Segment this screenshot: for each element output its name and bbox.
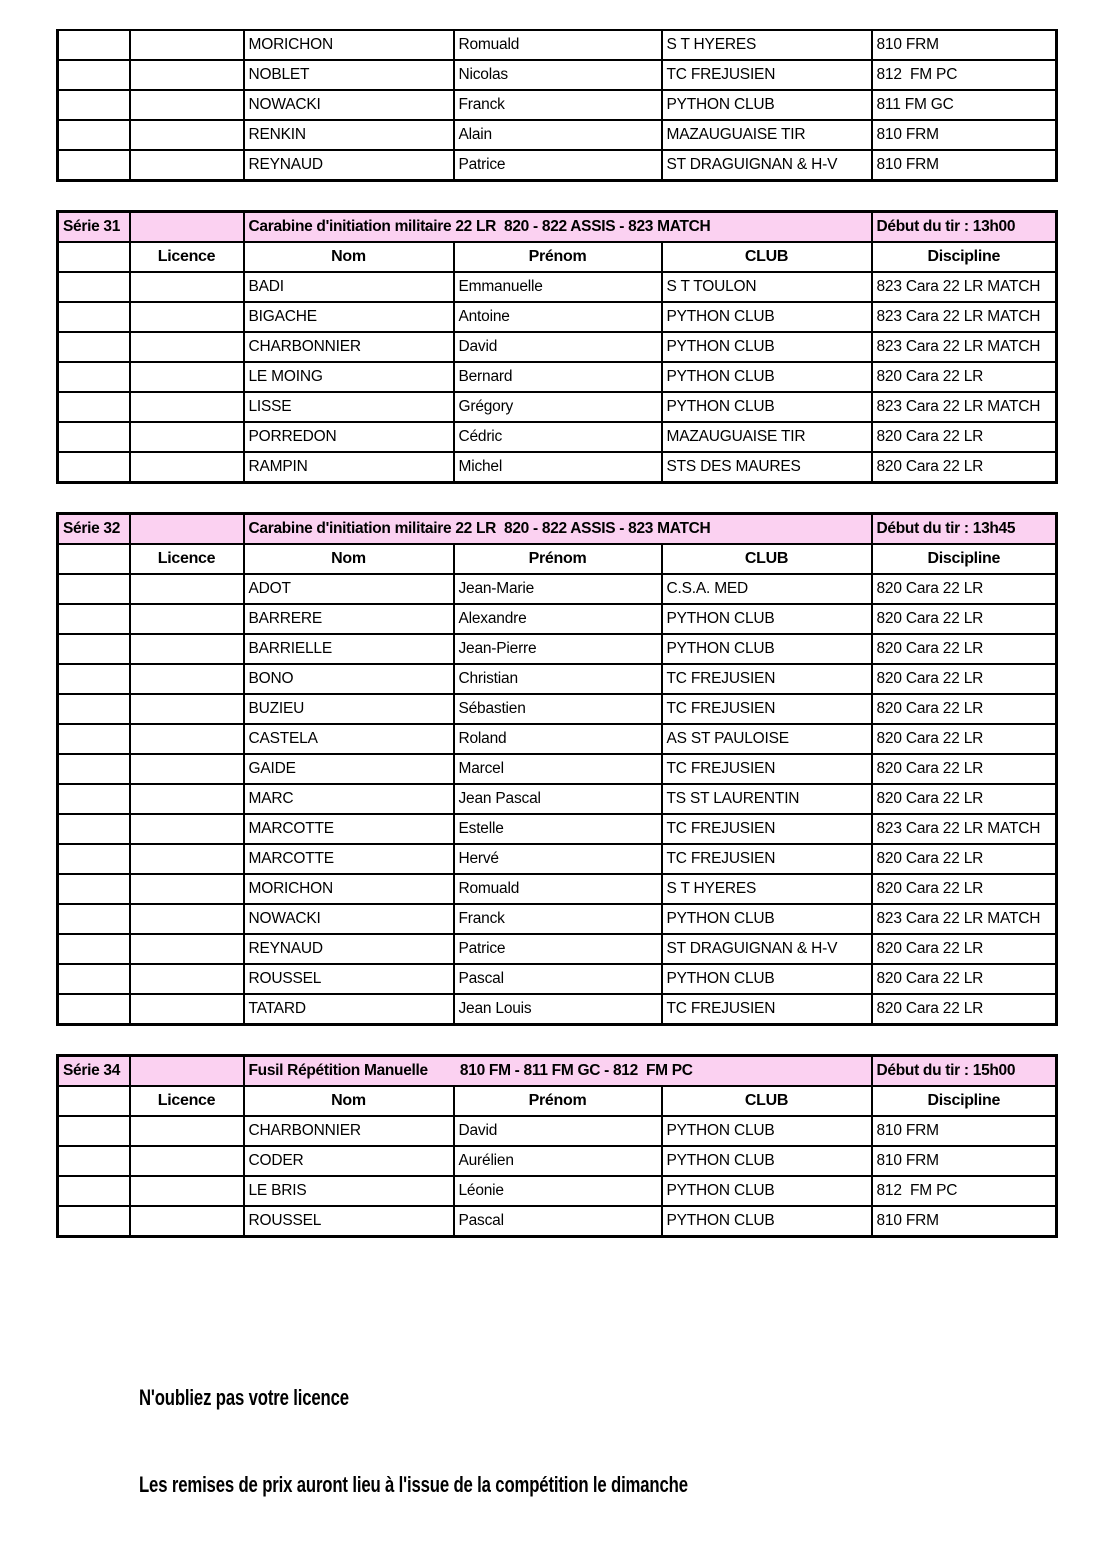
cell-licence [130,754,244,784]
cell-blank [58,1206,130,1237]
table-row [58,90,1057,120]
cell-blank [58,422,130,452]
table-row [58,634,1057,664]
cell-discipline: 820 Cara 22 LR [872,694,1057,724]
cell-licence [130,694,244,724]
cell-club: TC FREJUSIEN [662,754,872,784]
cell-licence [130,814,244,844]
table-row [58,874,1057,904]
cell-prenom: Aurélien [454,1146,662,1176]
cell-discipline: 820 Cara 22 LR [872,452,1057,483]
cell-club: TS ST LAURENTIN [662,784,872,814]
column-header-prenom: Prénom [454,544,662,574]
cell-discipline: 820 Cara 22 LR [872,784,1057,814]
cell-nom: TATARD [244,994,454,1025]
column-header-blank [58,544,130,574]
cell-nom: MARCOTTE [244,844,454,874]
table-row [58,724,1057,754]
serie-label: Série 32 [58,514,130,545]
cell-discipline: 811 FM GC [872,90,1057,120]
table-row [58,392,1057,422]
cell-nom: BIGACHE [244,302,454,332]
column-header-licence: Licence [130,544,244,574]
table-row [58,934,1057,964]
cell-licence [130,30,244,60]
cell-discipline: 820 Cara 22 LR [872,964,1057,994]
column-header-club: CLUB [662,242,872,272]
cell-prenom: Emmanuelle [454,272,662,302]
cell-discipline: 823 Cara 22 LR MATCH [872,392,1057,422]
cell-nom: RAMPIN [244,452,454,483]
cell-prenom: Antoine [454,302,662,332]
cell-prenom: Jean-Marie [454,574,662,604]
cell-nom: CHARBONNIER [244,332,454,362]
cell-club: MAZAUGUAISE TIR [662,120,872,150]
cell-nom: NOWACKI [244,904,454,934]
table-row [58,1176,1057,1206]
cell-discipline: 810 FRM [872,150,1057,181]
table-row [58,964,1057,994]
cell-licence [130,904,244,934]
cell-nom: GAIDE [244,754,454,784]
cell-licence [130,120,244,150]
cell-club: C.S.A. MED [662,574,872,604]
cell-nom: BADI [244,272,454,302]
cell-prenom: Pascal [454,964,662,994]
cell-club: PYTHON CLUB [662,90,872,120]
cell-prenom: Alain [454,120,662,150]
cell-prenom: Franck [454,904,662,934]
column-header-row [58,544,1057,574]
table-row [58,784,1057,814]
table-row [58,994,1057,1025]
cell-licence [130,1206,244,1237]
cell-discipline: 823 Cara 22 LR MATCH [872,332,1057,362]
cell-discipline: 812 FM PC [872,1176,1057,1206]
cell-club: PYTHON CLUB [662,362,872,392]
cell-blank [58,332,130,362]
column-header-nom: Nom [244,242,454,272]
cell-licence [130,874,244,904]
cell-prenom: Sébastien [454,694,662,724]
cell-blank [58,272,130,302]
cell-blank [58,302,130,332]
cell-nom: RENKIN [244,120,454,150]
cell-prenom: Estelle [454,814,662,844]
cell-club: MAZAUGUAISE TIR [662,422,872,452]
cell-nom: ROUSSEL [244,1206,454,1237]
cell-nom: CHARBONNIER [244,1116,454,1146]
table-row [58,332,1057,362]
cell-discipline: 820 Cara 22 LR [872,362,1057,392]
cell-blank [58,874,130,904]
table-row [58,30,1057,60]
cell-club: STS DES MAURES [662,452,872,483]
table-row [58,1116,1057,1146]
column-header-club: CLUB [662,1086,872,1116]
cell-nom: PORREDON [244,422,454,452]
serie-label: Série 34 [58,1056,130,1087]
cell-nom: MARC [244,784,454,814]
cell-blank [58,814,130,844]
cell-blank [58,964,130,994]
table-row [58,452,1057,483]
cell-prenom: Patrice [454,934,662,964]
column-header-prenom: Prénom [454,1086,662,1116]
column-header-prenom: Prénom [454,242,662,272]
cell-licence [130,664,244,694]
cell-prenom: Jean Louis [454,994,662,1025]
cell-prenom: Romuald [454,874,662,904]
cell-licence [130,934,244,964]
cell-blank [58,90,130,120]
cell-prenom: Romuald [454,30,662,60]
serie-title: Fusil Répétition Manuelle 810 FM - 811 FM GC - 812 FM PC [244,1056,872,1087]
table-row [58,844,1057,874]
cell-nom: MORICHON [244,874,454,904]
cell-blank [58,634,130,664]
serie-start-time: Début du tir : 13h00 [872,212,1057,243]
cell-club: S T HYERES [662,30,872,60]
serie-header-blank-cell [130,514,244,545]
cell-blank [58,150,130,181]
cell-prenom: Bernard [454,362,662,392]
table-row [58,664,1057,694]
cell-discipline: 810 FRM [872,120,1057,150]
cell-discipline: 820 Cara 22 LR [872,664,1057,694]
cell-discipline: 823 Cara 22 LR MATCH [872,302,1057,332]
cell-discipline: 810 FRM [872,1116,1057,1146]
cell-licence [130,302,244,332]
cell-prenom: David [454,1116,662,1146]
cell-club: PYTHON CLUB [662,1176,872,1206]
serie-header-blank-cell [130,212,244,243]
cell-blank [58,60,130,90]
cell-club: PYTHON CLUB [662,604,872,634]
cell-licence [130,422,244,452]
cell-blank [58,904,130,934]
table-row [58,754,1057,784]
cell-blank [58,724,130,754]
table-row [58,422,1057,452]
cell-prenom: Marcel [454,754,662,784]
cell-blank [58,574,130,604]
cell-blank [58,30,130,60]
cell-prenom: Christian [454,664,662,694]
cell-discipline: 820 Cara 22 LR [872,934,1057,964]
serie-label: Série 31 [58,212,130,243]
cell-club: S T TOULON [662,272,872,302]
cell-club: TC FREJUSIEN [662,814,872,844]
cell-blank [58,392,130,422]
cell-nom: BONO [244,664,454,694]
cell-licence [130,272,244,302]
footer-note-licence: N'oubliez pas votre licence [139,1385,349,1410]
cell-prenom: Pascal [454,1206,662,1237]
column-header-discipline: Discipline [872,544,1057,574]
serie-start-time: Début du tir : 13h45 [872,514,1057,545]
table-row [58,150,1057,181]
table-row [58,904,1057,934]
cell-blank [58,452,130,483]
cell-nom: LE BRIS [244,1176,454,1206]
cell-blank [58,1146,130,1176]
table-partial-top [56,29,1058,182]
cell-licence [130,452,244,483]
cell-discipline: 812 FM PC [872,60,1057,90]
cell-licence [130,1116,244,1146]
table-row [58,604,1057,634]
cell-nom: MARCOTTE [244,814,454,844]
cell-blank [58,1176,130,1206]
cell-nom: NOBLET [244,60,454,90]
column-header-nom: Nom [244,544,454,574]
cell-club: PYTHON CLUB [662,904,872,934]
cell-blank [58,1116,130,1146]
cell-blank [58,120,130,150]
cell-nom: CASTELA [244,724,454,754]
column-header-club: CLUB [662,544,872,574]
cell-nom: ADOT [244,574,454,604]
cell-prenom: Grégory [454,392,662,422]
cell-prenom: Franck [454,90,662,120]
cell-prenom: Léonie [454,1176,662,1206]
cell-club: PYTHON CLUB [662,964,872,994]
cell-club: AS ST PAULOISE [662,724,872,754]
cell-discipline: 810 FRM [872,1206,1057,1237]
cell-nom: LISSE [244,392,454,422]
column-header-discipline: Discipline [872,242,1057,272]
cell-club: PYTHON CLUB [662,634,872,664]
cell-club: PYTHON CLUB [662,392,872,422]
cell-licence [130,844,244,874]
cell-prenom: Patrice [454,150,662,181]
cell-discipline: 823 Cara 22 LR MATCH [872,814,1057,844]
cell-licence [130,634,244,664]
cell-nom: NOWACKI [244,90,454,120]
cell-licence [130,994,244,1025]
table-serie-32 [56,512,1058,1026]
serie-start-time: Début du tir : 15h00 [872,1056,1057,1087]
cell-nom: REYNAUD [244,934,454,964]
cell-licence [130,964,244,994]
cell-nom: MORICHON [244,30,454,60]
cell-club: PYTHON CLUB [662,332,872,362]
cell-discipline: 820 Cara 22 LR [872,844,1057,874]
cell-licence [130,362,244,392]
cell-blank [58,754,130,784]
cell-discipline: 820 Cara 22 LR [872,754,1057,784]
cell-licence [130,90,244,120]
cell-club: TC FREJUSIEN [662,694,872,724]
cell-licence [130,1176,244,1206]
table-serie-34 [56,1054,1058,1238]
cell-prenom: Jean-Pierre [454,634,662,664]
cell-licence [130,1146,244,1176]
cell-prenom: Cédric [454,422,662,452]
cell-club: PYTHON CLUB [662,302,872,332]
cell-licence [130,604,244,634]
table-row [58,1146,1057,1176]
column-header-licence: Licence [130,242,244,272]
cell-prenom: David [454,332,662,362]
cell-club: TC FREJUSIEN [662,664,872,694]
cell-licence [130,724,244,754]
cell-discipline: 823 Cara 22 LR MATCH [872,272,1057,302]
table-row [58,814,1057,844]
table-row [58,272,1057,302]
cell-licence [130,784,244,814]
cell-blank [58,604,130,634]
cell-nom: REYNAUD [244,150,454,181]
cell-discipline: 820 Cara 22 LR [872,994,1057,1025]
cell-nom: ROUSSEL [244,964,454,994]
cell-licence [130,392,244,422]
cell-nom: LE MOING [244,362,454,392]
cell-prenom: Alexandre [454,604,662,634]
cell-prenom: Roland [454,724,662,754]
cell-prenom: Michel [454,452,662,483]
column-header-blank [58,1086,130,1116]
cell-discipline: 820 Cara 22 LR [872,574,1057,604]
serie-header-blank-cell [130,1056,244,1087]
cell-club: PYTHON CLUB [662,1116,872,1146]
serie-header-row [58,212,1057,243]
cell-discipline: 820 Cara 22 LR [872,874,1057,904]
cell-prenom: Nicolas [454,60,662,90]
cell-club: TC FREJUSIEN [662,844,872,874]
cell-nom: BARRERE [244,604,454,634]
serie-title: Carabine d'initiation militaire 22 LR 820 - 822 ASSIS - 823 MATCH [244,514,872,545]
cell-prenom: Hervé [454,844,662,874]
cell-nom: BUZIEU [244,694,454,724]
column-header-nom: Nom [244,1086,454,1116]
cell-licence [130,332,244,362]
cell-discipline: 820 Cara 22 LR [872,724,1057,754]
table-row [58,362,1057,392]
table-serie-31 [56,210,1058,484]
footer-notes [139,1325,869,1557]
serie-header-row [58,514,1057,545]
cell-discipline: 820 Cara 22 LR [872,422,1057,452]
cell-licence [130,574,244,604]
cell-discipline: 810 FRM [872,30,1057,60]
cell-nom: CODER [244,1146,454,1176]
cell-blank [58,784,130,814]
table-row [58,120,1057,150]
cell-club: TC FREJUSIEN [662,60,872,90]
cell-discipline: 820 Cara 22 LR [872,604,1057,634]
cell-club: S T HYERES [662,874,872,904]
cell-club: ST DRAGUIGNAN & H-V [662,934,872,964]
cell-nom: BARRIELLE [244,634,454,664]
cell-blank [58,362,130,392]
table-row [58,302,1057,332]
footer-note-prix: Les remises de prix auront lieu à l'issue de la compétition le dimanche [139,1472,688,1497]
table-row [58,60,1057,90]
column-header-discipline: Discipline [872,1086,1057,1116]
column-header-row [58,1086,1057,1116]
cell-club: TC FREJUSIEN [662,994,872,1025]
cell-discipline: 810 FRM [872,1146,1057,1176]
cell-blank [58,934,130,964]
cell-blank [58,664,130,694]
cell-blank [58,994,130,1025]
cell-club: PYTHON CLUB [662,1146,872,1176]
cell-club: ST DRAGUIGNAN & H-V [662,150,872,181]
table-row [58,1206,1057,1237]
column-header-row [58,242,1057,272]
table-row [58,694,1057,724]
cell-licence [130,60,244,90]
column-header-licence: Licence [130,1086,244,1116]
cell-blank [58,844,130,874]
table-row [58,574,1057,604]
serie-header-row [58,1056,1057,1087]
cell-licence [130,150,244,181]
column-header-blank [58,242,130,272]
serie-title: Carabine d'initiation militaire 22 LR 820 - 822 ASSIS - 823 MATCH [244,212,872,243]
cell-discipline: 820 Cara 22 LR [872,634,1057,664]
cell-prenom: Jean Pascal [454,784,662,814]
cell-discipline: 823 Cara 22 LR MATCH [872,904,1057,934]
cell-blank [58,694,130,724]
cell-club: PYTHON CLUB [662,1206,872,1237]
